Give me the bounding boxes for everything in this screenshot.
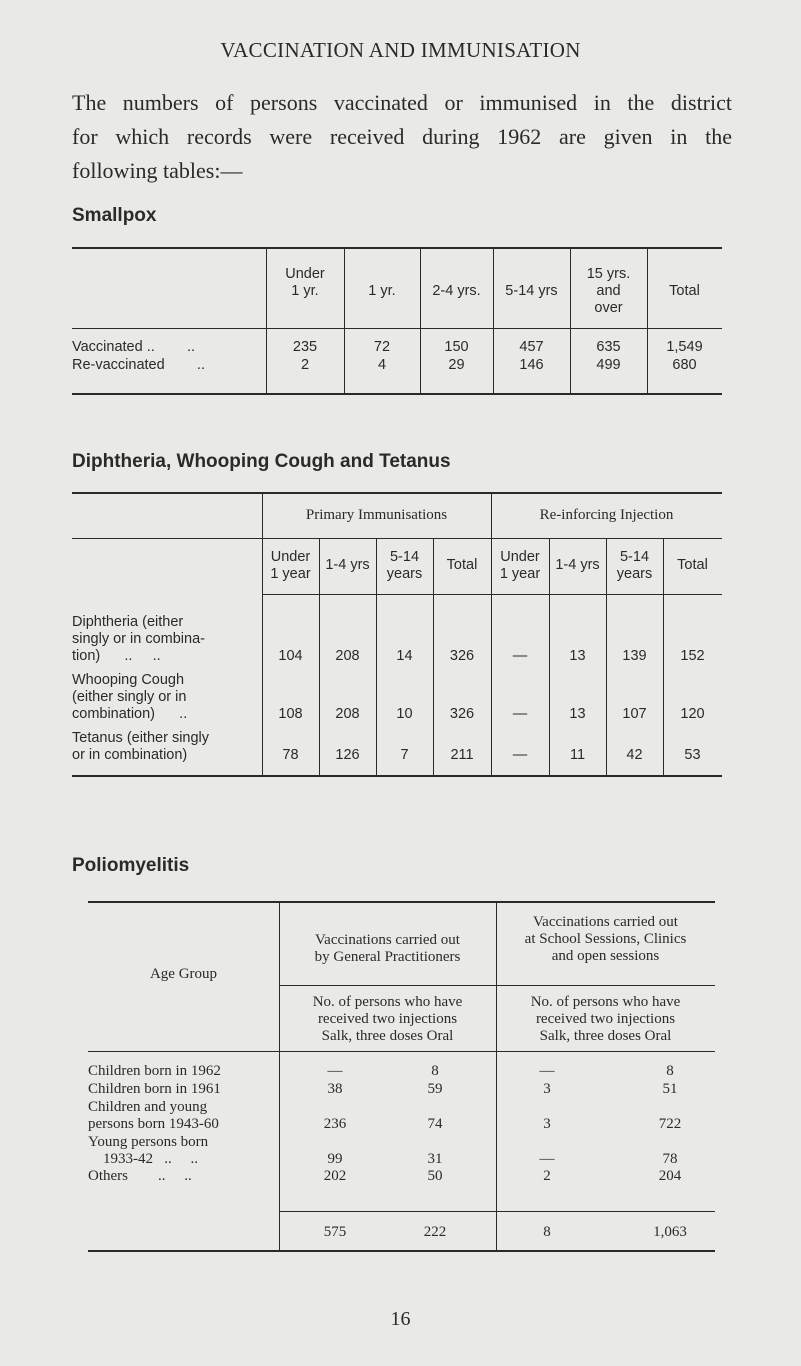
table-cell: 108 [278,706,303,722]
subheader-school: No. of persons who have received two injections Salk, three doses Oral [530,994,681,1044]
table-cell: 235 [292,339,318,355]
row-label: Whooping Cough (either singly or in combination) .. [72,672,188,722]
row-label: Children and young persons born 1943-60 [88,1099,219,1132]
table-cell: 59 [427,1081,443,1097]
column-header: 1-4 yrs [555,557,600,573]
table-cell: — [512,706,528,722]
table-cell: 204 [658,1168,682,1184]
table-cell: 8 [666,1063,674,1079]
table-cell: 126 [335,747,360,763]
rule [279,985,715,986]
intro-line: following tables:— [72,158,243,183]
total-cell: 1,063 [653,1224,687,1240]
table-cell: 13 [569,706,586,722]
rule [262,594,722,595]
table-cell: 50 [427,1168,443,1184]
table-cell: — [539,1063,555,1079]
table-cell: 326 [449,706,475,722]
rule [72,775,722,777]
column-header: Total [677,557,708,573]
table-cell: 499 [596,357,621,373]
column-header: 5-14 yrs [505,283,558,299]
table-cell: 10 [396,706,413,722]
table-cell: 72 [373,339,391,355]
column-header: 1-4 yrs [325,557,370,573]
column-header: 15 yrs. and over [586,266,631,316]
table-cell: 1,549 [666,339,703,355]
intro-line: The numbers of persons vaccinated or immunised in the district [72,90,732,115]
column-header: 1 yr. [368,283,396,299]
intro-paragraph [72,86,732,188]
total-cell: 8 [543,1224,551,1240]
rule [72,538,722,539]
page-number: 16 [390,1308,411,1330]
rule [88,1250,715,1252]
rule [72,328,722,329]
table-cell: 42 [626,747,643,763]
table-cell: 78 [282,747,299,763]
rule [88,901,715,903]
intro-line: for which records were received during 1962 are given in the [72,124,732,149]
rule [88,1051,715,1052]
table-cell: 680 [672,357,697,373]
group-header-reinforcing: Re-inforcing Injection [539,507,674,523]
table-cell: 457 [519,339,544,355]
table-cell: — [512,747,528,763]
table-cell: 139 [622,648,647,664]
table-cell: 4 [377,357,387,373]
total-cell: 575 [323,1224,347,1240]
table-cell: 722 [658,1116,682,1132]
table-cell: 78 [662,1151,678,1167]
table-cell: 8 [431,1063,439,1079]
rule [72,247,722,249]
table-cell: 326 [449,648,475,664]
dwt-heading: Diphtheria, Whooping Cough and Tetanus [72,451,451,472]
column-header: 2-4 yrs. [432,283,481,299]
column-header: Under 1 year [270,549,311,582]
table-cell: 38 [327,1081,343,1097]
table-cell: 152 [680,648,705,664]
table-cell: 150 [444,339,469,355]
rule [72,492,722,494]
polio-heading: Poliomyelitis [72,855,190,876]
table-cell: 14 [396,648,413,664]
smallpox-heading: Smallpox [72,205,157,226]
table-cell: 104 [278,648,303,664]
row-label: Tetanus (either singly or in combination) [72,730,210,763]
table-cell: 202 [323,1168,347,1184]
column-header: Under 1 year [499,549,541,582]
table-cell: 3 [543,1116,551,1132]
column-header-age-group: Age Group [149,966,218,982]
rule [72,393,722,395]
table-cell: 208 [335,706,360,722]
table-cell: 146 [519,357,544,373]
row-label: Vaccinated .. .. [72,339,196,355]
table-cell: 13 [569,648,586,664]
row-label: Young persons born 1933-42 .. .. [88,1134,209,1167]
table-cell: 635 [596,339,621,355]
column-header: 5-14 years [616,549,653,582]
table-cell: 29 [448,357,465,373]
table-cell: — [512,648,528,664]
table-cell: 74 [427,1116,443,1132]
table-cell: 53 [684,747,701,763]
rule [262,492,263,776]
table-cell: 3 [543,1081,551,1097]
table-cell: 51 [662,1081,678,1097]
table-cell: — [327,1063,343,1079]
table-cell: 236 [323,1116,347,1132]
table-cell: 99 [327,1151,343,1167]
table-cell: 2 [543,1168,551,1184]
column-header: Total [669,283,700,299]
table-cell: — [539,1151,555,1167]
table-cell: 107 [622,706,647,722]
group-header-primary: Primary Immunisations [305,507,448,523]
rule [279,1211,715,1212]
column-header-school: Vaccinations carried out at School Sessions, Clinics and open sessions [524,914,687,964]
column-header-gp: Vaccinations carried out by General Practitioners [314,932,461,965]
row-label: Others .. .. [88,1168,192,1184]
table-cell: 7 [400,747,409,763]
table-cell: 208 [335,648,360,664]
table-cell: 120 [680,706,705,722]
table-cell: 2 [300,357,310,373]
table-cell: 211 [450,747,474,763]
page-title: VACCINATION AND IMMUNISATION [220,38,581,62]
total-cell: 222 [423,1224,447,1240]
table-cell: 11 [569,747,586,763]
column-header: 5-14 years [386,549,423,582]
column-header: Total [446,557,478,573]
row-label: Re-vaccinated .. [72,357,205,373]
table-cell: 31 [427,1151,443,1167]
row-label: Children born in 1961 [88,1081,221,1097]
rule [491,492,492,776]
row-label: Diphtheria (either singly or in combina- tion) .. .. [72,614,205,664]
column-header: Under 1 yr. [285,266,325,299]
subheader-gp: No. of persons who have received two injections Salk, three doses Oral [312,994,463,1044]
row-label: Children born in 1962 [88,1063,221,1079]
